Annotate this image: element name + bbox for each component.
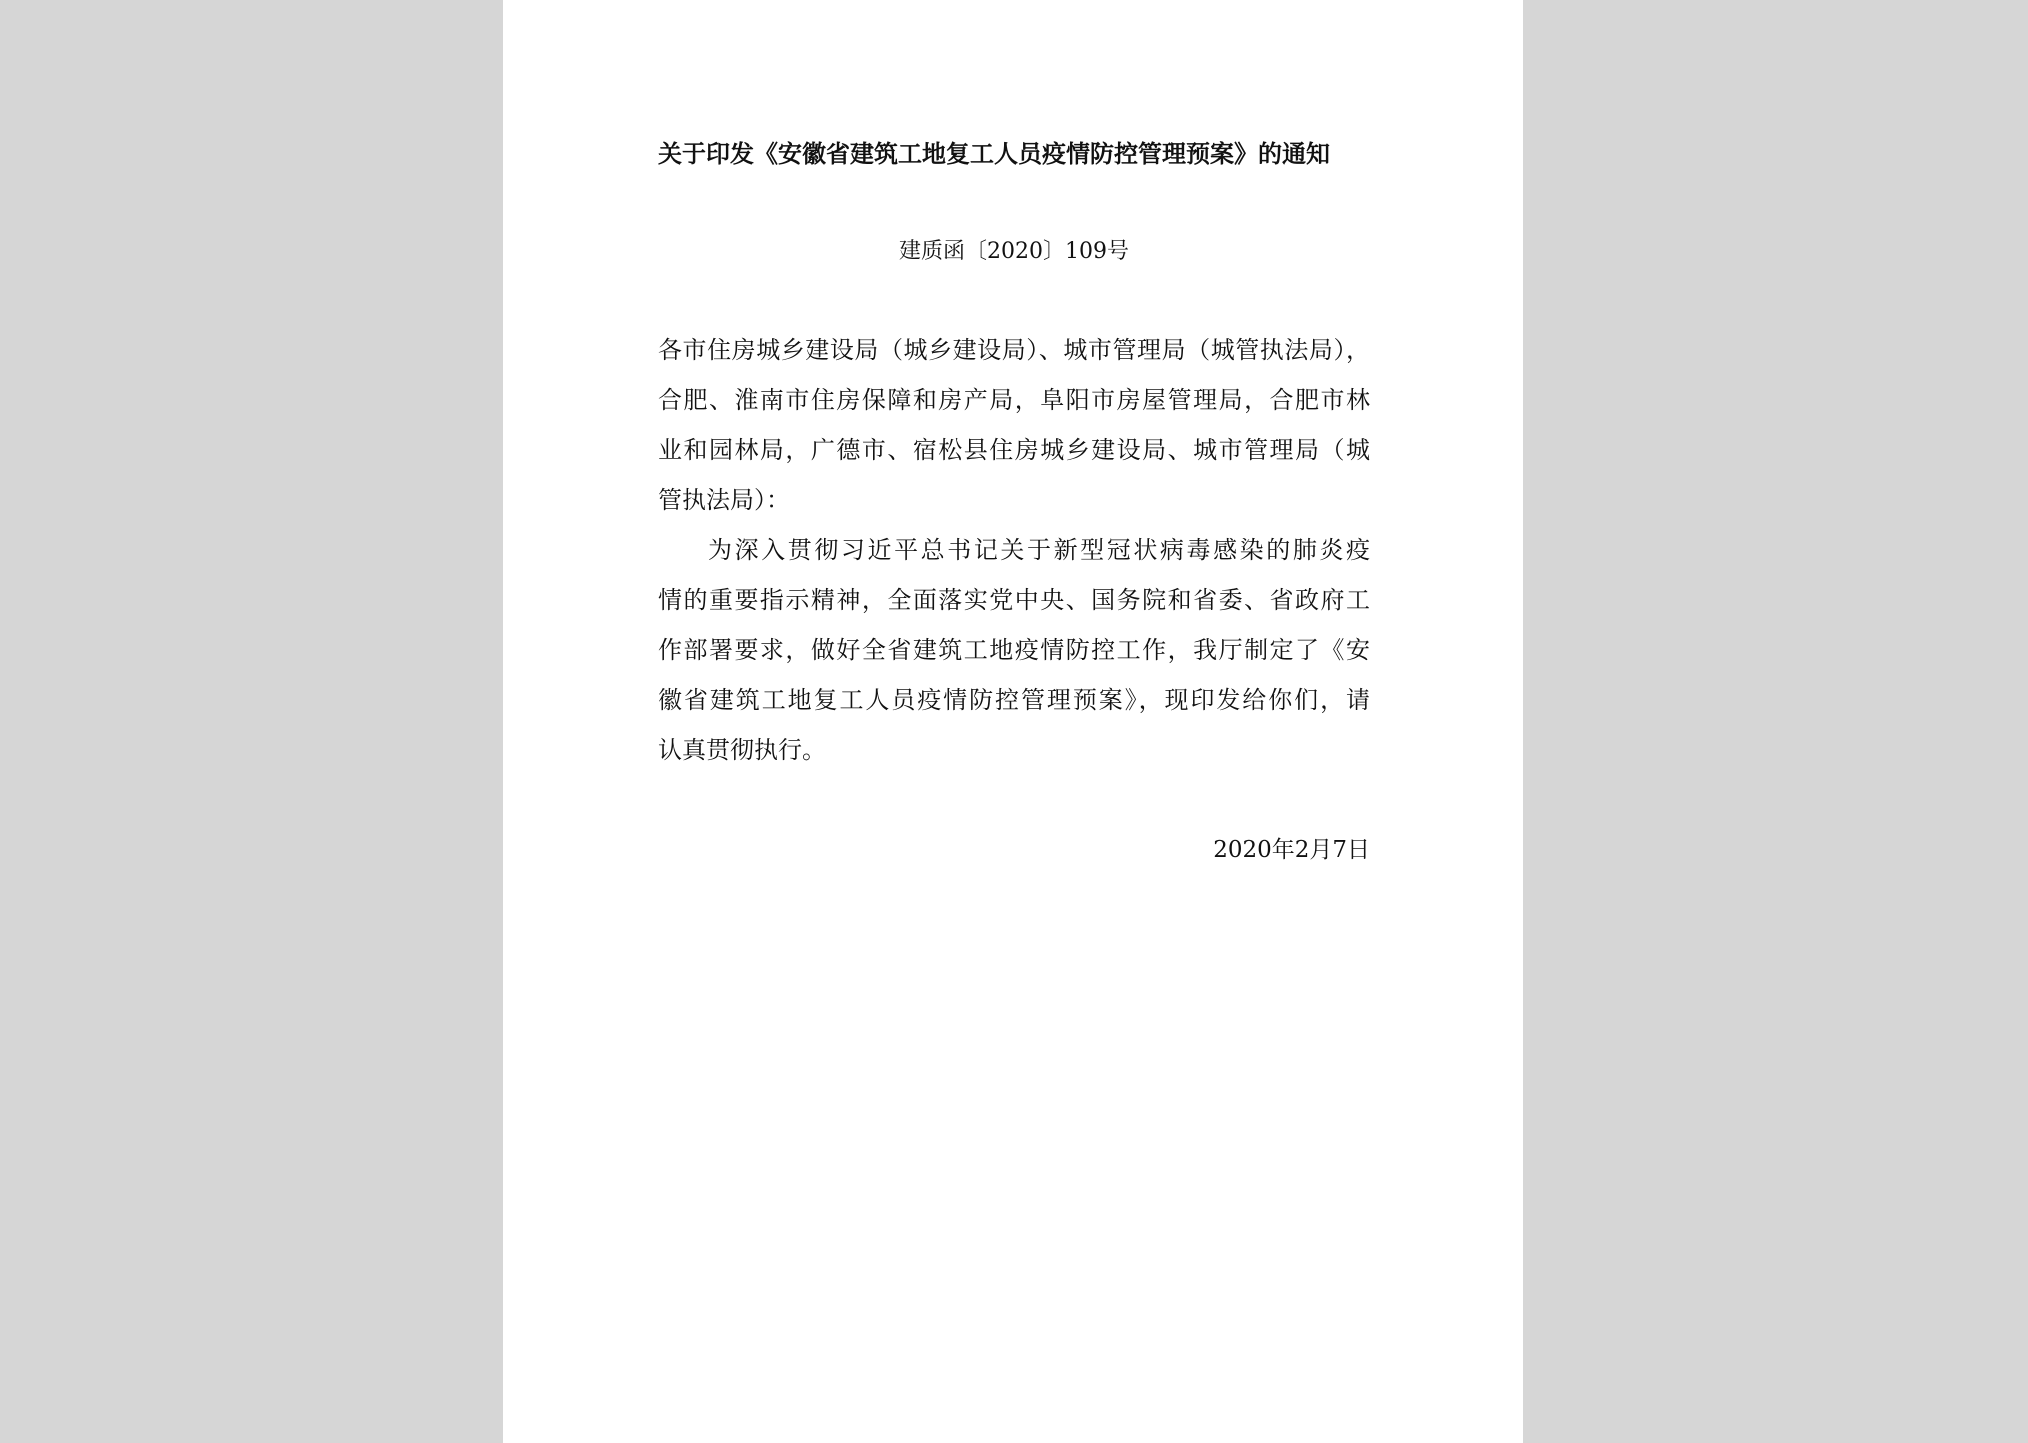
- document-number: 建质函〔2020〕109号: [899, 239, 1129, 264]
- body-line: 情的重要指示精神，全面落实党中央、国务院和省委、省政府工: [658, 586, 1370, 614]
- body-line: 作部署要求，做好全省建筑工地疫情防控工作，我厅制定了《安: [658, 636, 1370, 664]
- document-title: 关于印发《安徽省建筑工地复工人员疫情防控管理预案》的通知: [658, 139, 1330, 168]
- addressee-line: 合肥、淮南市住房保障和房产局，阜阳市房屋管理局，合肥市林: [658, 386, 1370, 414]
- addressee-line: 业和园林局，广德市、宿松县住房城乡建设局、城市管理局（城: [658, 436, 1370, 464]
- addressee-line: 管执法局）：: [658, 486, 790, 514]
- document-date: 2020年2月7日: [1213, 837, 1370, 863]
- body-line: 为深入贯彻习近平总书记关于新型冠状病毒感染的肺炎疫: [708, 536, 1370, 564]
- body-line: 认真贯彻执行。: [658, 736, 826, 764]
- addressee-line: 各市住房城乡建设局（城乡建设局）、城市管理局（城管执法局），: [658, 336, 1370, 364]
- document-page: [503, 0, 1523, 1443]
- body-line: 徽省建筑工地复工人员疫情防控管理预案》，现印发给你们，请: [658, 686, 1370, 714]
